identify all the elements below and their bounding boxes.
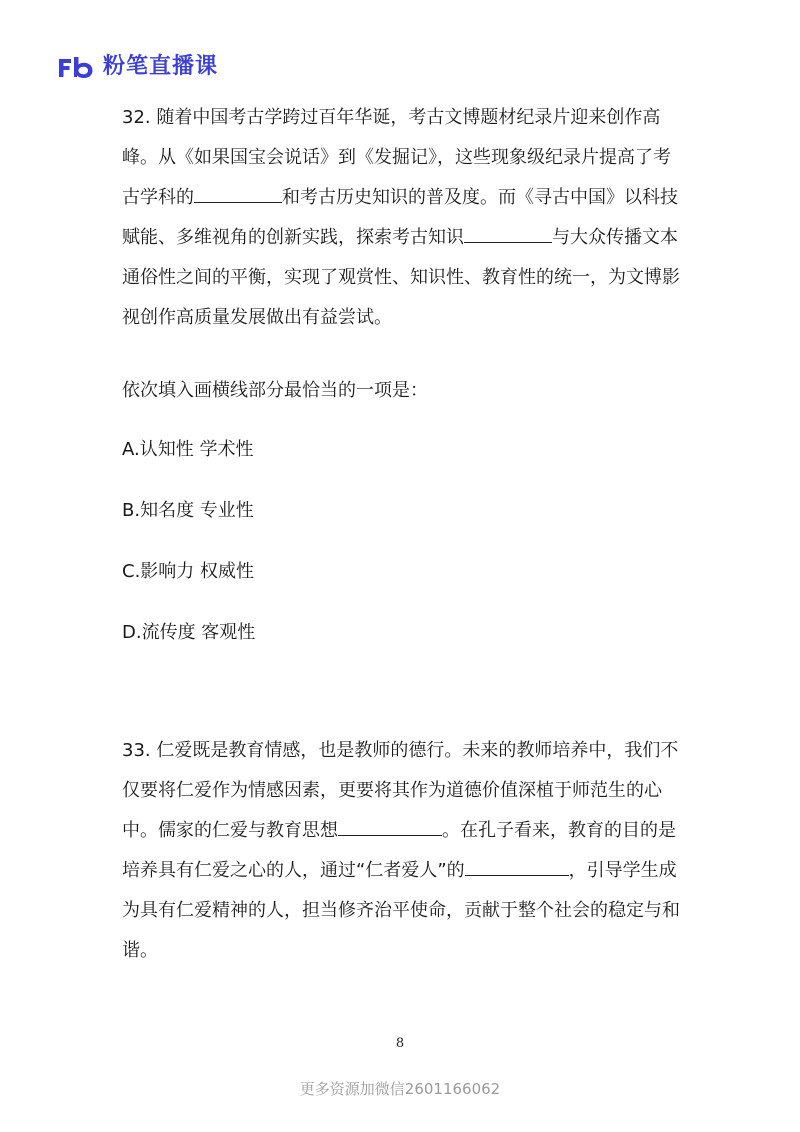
question-32-blank-2 (464, 222, 552, 243)
question-32-blank-1 (194, 182, 282, 203)
brand-logo (57, 52, 218, 82)
logo-text: 粉笔直播课 (103, 54, 219, 79)
option-d: D.流传度 客观性 (122, 622, 256, 643)
page-number: 8 (395, 1036, 405, 1051)
fb-logo-icon (57, 55, 95, 79)
question-33-part3: ，引导学生成为具有仁爱精神的人，担当修齐治平使命，贡献于整个社会的稳定与和谐。 (122, 860, 680, 961)
question-32-part2: 和考古历史知识的普及度。而《寻古中国》以科技赋能、多维视角的创新实践，探索考古知识 (122, 187, 678, 248)
question-33-blank-2 (465, 855, 569, 876)
question-32-part3: 与大众传播文本通俗性之间的平衡，实现了观赏性、知识性、教育性的统一，为文博影视创作高质量发展做出有益尝试。 (122, 227, 680, 328)
question-33-blank-1 (338, 815, 442, 836)
question-33-text (122, 731, 682, 971)
option-b: B.知名度 专业性 (122, 500, 254, 521)
question-33-part1: 33. 仁爱既是教育情感，也是教师的德行。未来的教师培养中，我们不仅要将仁爱作为情感因素，更要将其作为道德价值深植于师范生的心中。儒家的仁爱与教育思想 (122, 740, 679, 841)
option-c: C.影响力 权威性 (122, 561, 255, 582)
question-33-part2: 。在孔子看来，教育的目的是培养具有仁爱之心的人，通过“仁者爱人”的 (122, 820, 676, 881)
question-32-prompt: 依次填入画横线部分最恰当的一项是： (122, 380, 428, 401)
question-32-part1: 32. 随着中国考古学跨过百年华诞，考古文博题材纪录片迎来创作高峰。从《如果国宝会说话》到《发掘记》，这些现象级纪录片提高了考古学科的 (122, 107, 671, 208)
footer-contact-note: 更多资源加微信2601166062 (299, 1080, 501, 1098)
question-32-text (122, 98, 682, 338)
option-a: A.认知性 学术性 (122, 439, 254, 460)
